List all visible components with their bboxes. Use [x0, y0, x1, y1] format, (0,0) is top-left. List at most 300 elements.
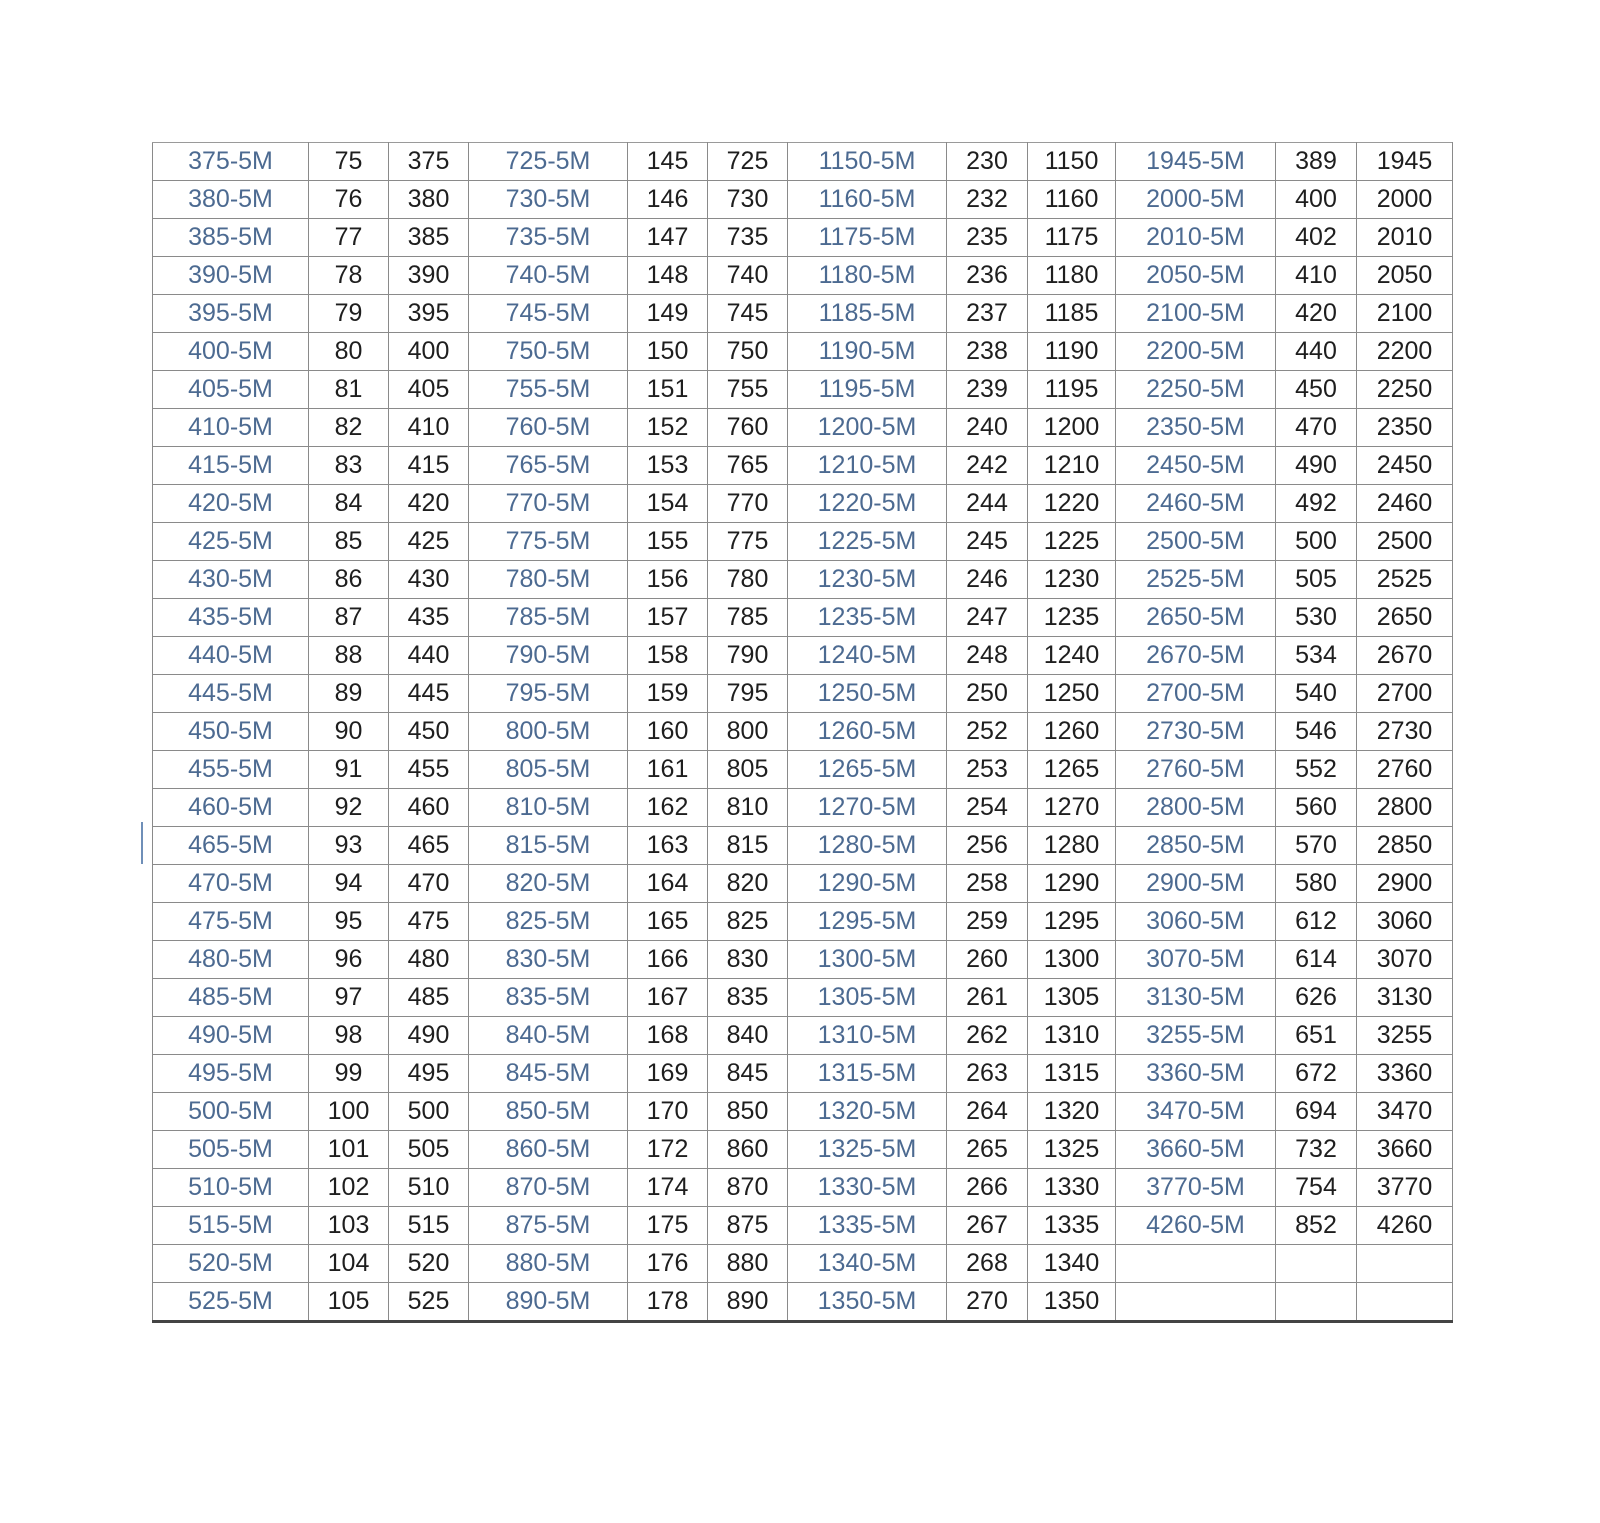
tooth-count-cell: 166: [628, 941, 708, 979]
belt-model-cell: 1945-5M: [1116, 143, 1276, 181]
tooth-count-cell: 81: [309, 371, 389, 409]
tooth-count-cell: 77: [309, 219, 389, 257]
tooth-count-cell: 254: [947, 789, 1028, 827]
table-row: [153, 751, 1453, 789]
pitch-length-cell: 1230: [1028, 561, 1116, 599]
tooth-count-cell: 160: [628, 713, 708, 751]
pitch-length-cell: 4260: [1357, 1207, 1453, 1245]
tooth-count-cell: 262: [947, 1017, 1028, 1055]
pitch-length-cell: 1300: [1028, 941, 1116, 979]
tooth-count-cell: 80: [309, 333, 389, 371]
pitch-length-cell: 485: [389, 979, 469, 1017]
tooth-count-cell: 245: [947, 523, 1028, 561]
pitch-length-cell: 735: [708, 219, 788, 257]
belt-model-cell: 430-5M: [153, 561, 309, 599]
tooth-count-cell: 163: [628, 827, 708, 865]
belt-model-cell: 385-5M: [153, 219, 309, 257]
belt-model-cell: [1116, 1283, 1276, 1322]
tooth-count-cell: 252: [947, 713, 1028, 751]
tooth-count-cell: 168: [628, 1017, 708, 1055]
belt-model-cell: 450-5M: [153, 713, 309, 751]
table-row: [153, 561, 1453, 599]
belt-model-cell: 2350-5M: [1116, 409, 1276, 447]
table-row: [153, 637, 1453, 675]
pitch-length-cell: 1305: [1028, 979, 1116, 1017]
pitch-length-cell: 2200: [1357, 333, 1453, 371]
table-row: [153, 1207, 1453, 1245]
pitch-length-cell: 1290: [1028, 865, 1116, 903]
pitch-length-cell: 1295: [1028, 903, 1116, 941]
belt-model-cell: 2250-5M: [1116, 371, 1276, 409]
belt-model-cell: 525-5M: [153, 1283, 309, 1322]
tooth-count-cell: 83: [309, 447, 389, 485]
tooth-count-cell: 500: [1276, 523, 1357, 561]
tooth-count-cell: 103: [309, 1207, 389, 1245]
belt-model-cell: 500-5M: [153, 1093, 309, 1131]
table-row: [153, 523, 1453, 561]
tooth-count-cell: 94: [309, 865, 389, 903]
pitch-length-cell: 515: [389, 1207, 469, 1245]
tooth-count-cell: 100: [309, 1093, 389, 1131]
belt-model-cell: 730-5M: [469, 181, 628, 219]
tooth-count-cell: 157: [628, 599, 708, 637]
pitch-length-cell: 510: [389, 1169, 469, 1207]
tooth-count-cell: 147: [628, 219, 708, 257]
belt-model-cell: 1305-5M: [788, 979, 947, 1017]
belt-model-cell: 1290-5M: [788, 865, 947, 903]
tooth-count-cell: 102: [309, 1169, 389, 1207]
belt-model-cell: 1195-5M: [788, 371, 947, 409]
tooth-count-cell: 87: [309, 599, 389, 637]
belt-model-cell: 1335-5M: [788, 1207, 947, 1245]
pitch-length-cell: 860: [708, 1131, 788, 1169]
tooth-count-cell: 400: [1276, 181, 1357, 219]
pitch-length-cell: 795: [708, 675, 788, 713]
table-row: [153, 789, 1453, 827]
belt-model-cell: 1300-5M: [788, 941, 947, 979]
table-row: [153, 295, 1453, 333]
tooth-count-cell: 88: [309, 637, 389, 675]
pitch-length-cell: 725: [708, 143, 788, 181]
tooth-count-cell: 530: [1276, 599, 1357, 637]
tooth-count-cell: 159: [628, 675, 708, 713]
tooth-count-cell: 170: [628, 1093, 708, 1131]
pitch-length-cell: 815: [708, 827, 788, 865]
belt-model-cell: 460-5M: [153, 789, 309, 827]
pitch-length-cell: 1280: [1028, 827, 1116, 865]
pitch-length-cell: 435: [389, 599, 469, 637]
pitch-length-cell: 2730: [1357, 713, 1453, 751]
belt-model-cell: 790-5M: [469, 637, 628, 675]
tooth-count-cell: 259: [947, 903, 1028, 941]
pitch-length-cell: 745: [708, 295, 788, 333]
pitch-length-cell: 2450: [1357, 447, 1453, 485]
pitch-length-cell: 890: [708, 1283, 788, 1322]
tooth-count-cell: 560: [1276, 789, 1357, 827]
tooth-count-cell: 161: [628, 751, 708, 789]
belt-model-cell: 1210-5M: [788, 447, 947, 485]
belt-model-cell: 470-5M: [153, 865, 309, 903]
pitch-length-cell: 2010: [1357, 219, 1453, 257]
pitch-length-cell: 835: [708, 979, 788, 1017]
belt-model-cell: 845-5M: [469, 1055, 628, 1093]
tooth-count-cell: 450: [1276, 371, 1357, 409]
table-row: [153, 903, 1453, 941]
pitch-length-cell: 425: [389, 523, 469, 561]
pitch-length-cell: 765: [708, 447, 788, 485]
tooth-count-cell: 172: [628, 1131, 708, 1169]
pitch-length-cell: 1330: [1028, 1169, 1116, 1207]
pitch-length-cell: 2500: [1357, 523, 1453, 561]
tooth-count-cell: [1276, 1283, 1357, 1322]
belt-model-cell: 765-5M: [469, 447, 628, 485]
belt-model-cell: 725-5M: [469, 143, 628, 181]
belt-model-cell: 1185-5M: [788, 295, 947, 333]
tooth-count-cell: 732: [1276, 1131, 1357, 1169]
tooth-count-cell: 101: [309, 1131, 389, 1169]
tooth-count-cell: 237: [947, 295, 1028, 333]
table-row: [153, 333, 1453, 371]
tooth-count-cell: 158: [628, 637, 708, 675]
belt-model-cell: 445-5M: [153, 675, 309, 713]
tooth-count-cell: 242: [947, 447, 1028, 485]
belt-model-cell: 395-5M: [153, 295, 309, 333]
tooth-count-cell: 90: [309, 713, 389, 751]
belt-model-cell: 2730-5M: [1116, 713, 1276, 751]
pitch-length-cell: 1190: [1028, 333, 1116, 371]
tooth-count-cell: 75: [309, 143, 389, 181]
pitch-length-cell: 790: [708, 637, 788, 675]
belt-model-cell: 750-5M: [469, 333, 628, 371]
tooth-count-cell: 248: [947, 637, 1028, 675]
tooth-count-cell: 580: [1276, 865, 1357, 903]
belt-model-cell: 1220-5M: [788, 485, 947, 523]
table-row: [153, 979, 1453, 1017]
belt-model-cell: 1320-5M: [788, 1093, 947, 1131]
table-row: [153, 1093, 1453, 1131]
belt-model-cell: 3060-5M: [1116, 903, 1276, 941]
belt-model-cell: 2800-5M: [1116, 789, 1276, 827]
belt-model-cell: 775-5M: [469, 523, 628, 561]
pitch-length-cell: 405: [389, 371, 469, 409]
table-row: [153, 181, 1453, 219]
belt-model-cell: [1116, 1245, 1276, 1283]
belt-model-cell: 740-5M: [469, 257, 628, 295]
pitch-length-cell: 500: [389, 1093, 469, 1131]
pitch-length-cell: 1225: [1028, 523, 1116, 561]
belt-model-cell: 495-5M: [153, 1055, 309, 1093]
tooth-count-cell: 540: [1276, 675, 1357, 713]
tooth-count-cell: 570: [1276, 827, 1357, 865]
pitch-length-cell: 2760: [1357, 751, 1453, 789]
belt-model-cell: 1270-5M: [788, 789, 947, 827]
pitch-length-cell: 3360: [1357, 1055, 1453, 1093]
table-row: [153, 1283, 1453, 1322]
table-row: [153, 1245, 1453, 1283]
belt-model-cell: 1295-5M: [788, 903, 947, 941]
belt-model-cell: 3660-5M: [1116, 1131, 1276, 1169]
belt-model-cell: 830-5M: [469, 941, 628, 979]
belt-model-cell: 890-5M: [469, 1283, 628, 1322]
belt-model-cell: 420-5M: [153, 485, 309, 523]
table-row: [153, 675, 1453, 713]
pitch-length-cell: 505: [389, 1131, 469, 1169]
tooth-count-cell: 626: [1276, 979, 1357, 1017]
belt-model-cell: 785-5M: [469, 599, 628, 637]
pitch-length-cell: 770: [708, 485, 788, 523]
belt-model-cell: 2900-5M: [1116, 865, 1276, 903]
belt-model-cell: 480-5M: [153, 941, 309, 979]
tooth-count-cell: 96: [309, 941, 389, 979]
pitch-length-cell: 1320: [1028, 1093, 1116, 1131]
pitch-length-cell: 460: [389, 789, 469, 827]
pitch-length-cell: 880: [708, 1245, 788, 1283]
pitch-length-cell: 385: [389, 219, 469, 257]
tooth-count-cell: 153: [628, 447, 708, 485]
tooth-count-cell: 253: [947, 751, 1028, 789]
tooth-count-cell: 265: [947, 1131, 1028, 1169]
belt-model-cell: 1240-5M: [788, 637, 947, 675]
table-row: [153, 713, 1453, 751]
tooth-count-cell: 389: [1276, 143, 1357, 181]
tooth-count-cell: 84: [309, 485, 389, 523]
belt-model-cell: 1265-5M: [788, 751, 947, 789]
pitch-length-cell: 3070: [1357, 941, 1453, 979]
belt-model-cell: 1230-5M: [788, 561, 947, 599]
belt-model-cell: 4260-5M: [1116, 1207, 1276, 1245]
pitch-length-cell: 730: [708, 181, 788, 219]
belt-model-cell: 455-5M: [153, 751, 309, 789]
pitch-length-cell: 420: [389, 485, 469, 523]
tooth-count-cell: 268: [947, 1245, 1028, 1283]
table-row: [153, 827, 1453, 865]
pitch-length-cell: 440: [389, 637, 469, 675]
table-row: [153, 1017, 1453, 1055]
table-row: [153, 219, 1453, 257]
tooth-count-cell: 169: [628, 1055, 708, 1093]
tooth-count-cell: 97: [309, 979, 389, 1017]
belt-model-cell: 835-5M: [469, 979, 628, 1017]
tooth-count-cell: 154: [628, 485, 708, 523]
tooth-count-cell: 263: [947, 1055, 1028, 1093]
belt-model-cell: 1330-5M: [788, 1169, 947, 1207]
pitch-length-cell: 2670: [1357, 637, 1453, 675]
belt-model-cell: 1280-5M: [788, 827, 947, 865]
tooth-count-cell: 232: [947, 181, 1028, 219]
table-row: [153, 409, 1453, 447]
tooth-count-cell: 151: [628, 371, 708, 409]
pitch-length-cell: 2000: [1357, 181, 1453, 219]
belt-model-cell: 2525-5M: [1116, 561, 1276, 599]
belt-model-cell: 2850-5M: [1116, 827, 1276, 865]
tooth-count-cell: 490: [1276, 447, 1357, 485]
tooth-count-cell: 150: [628, 333, 708, 371]
belt-model-cell: 815-5M: [469, 827, 628, 865]
pitch-length-cell: 810: [708, 789, 788, 827]
belt-model-cell: 485-5M: [153, 979, 309, 1017]
tooth-count-cell: 236: [947, 257, 1028, 295]
tooth-count-cell: 164: [628, 865, 708, 903]
belt-model-cell: 745-5M: [469, 295, 628, 333]
pitch-length-cell: 1350: [1028, 1283, 1116, 1322]
pitch-length-cell: 465: [389, 827, 469, 865]
tooth-count-cell: 546: [1276, 713, 1357, 751]
belt-model-cell: 825-5M: [469, 903, 628, 941]
tooth-count-cell: 165: [628, 903, 708, 941]
pitch-length-cell: 1945: [1357, 143, 1453, 181]
pitch-length-cell: 380: [389, 181, 469, 219]
tooth-count-cell: 651: [1276, 1017, 1357, 1055]
tooth-count-cell: 230: [947, 143, 1028, 181]
belt-model-cell: 465-5M: [153, 827, 309, 865]
belt-model-cell: 475-5M: [153, 903, 309, 941]
belt-model-cell: 2460-5M: [1116, 485, 1276, 523]
pitch-length-cell: 840: [708, 1017, 788, 1055]
pitch-length-cell: 415: [389, 447, 469, 485]
pitch-length-cell: 825: [708, 903, 788, 941]
tooth-count-cell: 244: [947, 485, 1028, 523]
pitch-length-cell: 1185: [1028, 295, 1116, 333]
pitch-length-cell: 455: [389, 751, 469, 789]
table-row: [153, 447, 1453, 485]
belt-model-cell: 510-5M: [153, 1169, 309, 1207]
pitch-length-cell: 430: [389, 561, 469, 599]
tooth-count-cell: 156: [628, 561, 708, 599]
belt-model-cell: 390-5M: [153, 257, 309, 295]
tooth-count-cell: 91: [309, 751, 389, 789]
pitch-length-cell: 1340: [1028, 1245, 1116, 1283]
pitch-length-cell: 2850: [1357, 827, 1453, 865]
belt-model-cell: 2200-5M: [1116, 333, 1276, 371]
belt-model-cell: 1200-5M: [788, 409, 947, 447]
belt-model-cell: 520-5M: [153, 1245, 309, 1283]
pitch-length-cell: 1240: [1028, 637, 1116, 675]
tooth-count-cell: 89: [309, 675, 389, 713]
belt-model-cell: 800-5M: [469, 713, 628, 751]
pitch-length-cell: 3130: [1357, 979, 1453, 1017]
tooth-count-cell: 175: [628, 1207, 708, 1245]
tooth-count-cell: 250: [947, 675, 1028, 713]
tooth-count-cell: 505: [1276, 561, 1357, 599]
pitch-length-cell: 2250: [1357, 371, 1453, 409]
tooth-count-cell: 152: [628, 409, 708, 447]
belt-model-cell: 860-5M: [469, 1131, 628, 1169]
belt-model-cell: 1235-5M: [788, 599, 947, 637]
belt-model-cell: 405-5M: [153, 371, 309, 409]
tooth-count-cell: 470: [1276, 409, 1357, 447]
pitch-length-cell: 1260: [1028, 713, 1116, 751]
pitch-length-cell: 845: [708, 1055, 788, 1093]
belt-model-cell: 2650-5M: [1116, 599, 1276, 637]
tooth-count-cell: 534: [1276, 637, 1357, 675]
belt-model-cell: 795-5M: [469, 675, 628, 713]
pitch-length-cell: 390: [389, 257, 469, 295]
tooth-count-cell: 256: [947, 827, 1028, 865]
pitch-length-cell: 490: [389, 1017, 469, 1055]
pitch-length-cell: 2525: [1357, 561, 1453, 599]
belt-model-cell: 820-5M: [469, 865, 628, 903]
pitch-length-cell: 820: [708, 865, 788, 903]
pitch-length-cell: 445: [389, 675, 469, 713]
pitch-length-cell: 375: [389, 143, 469, 181]
table-row: [153, 599, 1453, 637]
belt-model-cell: 2700-5M: [1116, 675, 1276, 713]
pitch-length-cell: 3660: [1357, 1131, 1453, 1169]
belt-model-cell: 875-5M: [469, 1207, 628, 1245]
table-row: [153, 371, 1453, 409]
pitch-length-cell: 1210: [1028, 447, 1116, 485]
belt-model-cell: 1180-5M: [788, 257, 947, 295]
belt-model-cell: 425-5M: [153, 523, 309, 561]
tooth-count-cell: 492: [1276, 485, 1357, 523]
tooth-count-cell: 440: [1276, 333, 1357, 371]
pitch-length-cell: 1235: [1028, 599, 1116, 637]
tooth-count-cell: 410: [1276, 257, 1357, 295]
pitch-length-cell: 470: [389, 865, 469, 903]
tooth-count-cell: 247: [947, 599, 1028, 637]
tooth-count-cell: 267: [947, 1207, 1028, 1245]
belt-model-cell: 1310-5M: [788, 1017, 947, 1055]
pitch-length-cell: 1315: [1028, 1055, 1116, 1093]
tooth-count-cell: 261: [947, 979, 1028, 1017]
pitch-length-cell: 1150: [1028, 143, 1116, 181]
pitch-length-cell: 480: [389, 941, 469, 979]
belt-table-body: [153, 143, 1453, 1322]
pitch-length-cell: 2900: [1357, 865, 1453, 903]
tooth-count-cell: [1276, 1245, 1357, 1283]
pitch-length-cell: 850: [708, 1093, 788, 1131]
tooth-count-cell: 99: [309, 1055, 389, 1093]
belt-model-cell: 505-5M: [153, 1131, 309, 1169]
pitch-length-cell: 2800: [1357, 789, 1453, 827]
belt-model-cell: 1190-5M: [788, 333, 947, 371]
tooth-count-cell: 694: [1276, 1093, 1357, 1131]
belt-model-cell: 1225-5M: [788, 523, 947, 561]
belt-model-cell: 880-5M: [469, 1245, 628, 1283]
table-row: [153, 941, 1453, 979]
tooth-count-cell: 146: [628, 181, 708, 219]
tooth-count-cell: 76: [309, 181, 389, 219]
belt-model-cell: 735-5M: [469, 219, 628, 257]
pitch-length-cell: 1180: [1028, 257, 1116, 295]
pitch-length-cell: 525: [389, 1283, 469, 1322]
belt-model-cell: 1325-5M: [788, 1131, 947, 1169]
pitch-length-cell: 1160: [1028, 181, 1116, 219]
pitch-length-cell: 875: [708, 1207, 788, 1245]
belt-model-cell: 1260-5M: [788, 713, 947, 751]
belt-model-cell: 1150-5M: [788, 143, 947, 181]
belt-model-cell: 375-5M: [153, 143, 309, 181]
pitch-length-cell: 520: [389, 1245, 469, 1283]
belt-model-cell: 2010-5M: [1116, 219, 1276, 257]
belt-model-cell: 490-5M: [153, 1017, 309, 1055]
pitch-length-cell: 870: [708, 1169, 788, 1207]
pitch-length-cell: 1195: [1028, 371, 1116, 409]
tooth-count-cell: 149: [628, 295, 708, 333]
table-row: [153, 1055, 1453, 1093]
pitch-length-cell: 1200: [1028, 409, 1116, 447]
tooth-count-cell: 238: [947, 333, 1028, 371]
belt-model-cell: 415-5M: [153, 447, 309, 485]
tooth-count-cell: 260: [947, 941, 1028, 979]
pitch-length-cell: 1250: [1028, 675, 1116, 713]
belt-model-cell: 3070-5M: [1116, 941, 1276, 979]
tooth-count-cell: 155: [628, 523, 708, 561]
belt-model-cell: 1340-5M: [788, 1245, 947, 1283]
tooth-count-cell: 266: [947, 1169, 1028, 1207]
belt-model-cell: 410-5M: [153, 409, 309, 447]
pitch-length-cell: 400: [389, 333, 469, 371]
